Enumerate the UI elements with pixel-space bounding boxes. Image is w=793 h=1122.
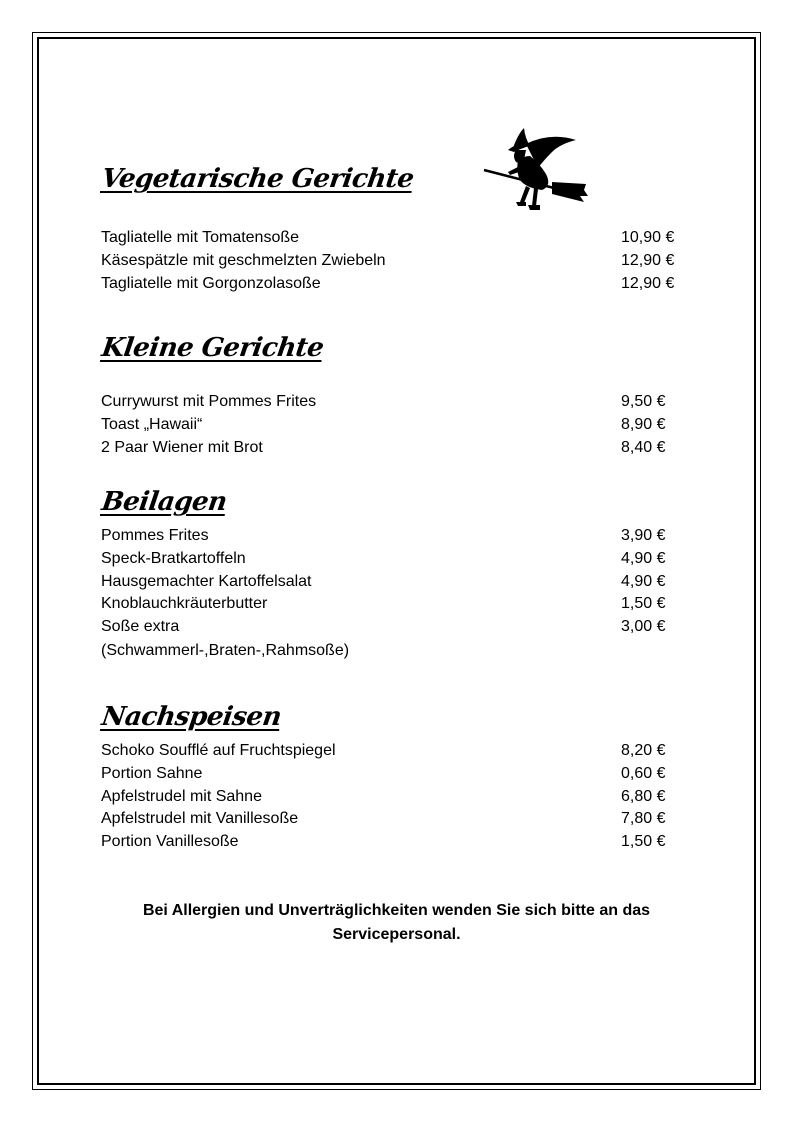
- menu-item-price: 7,80 €: [621, 810, 666, 828]
- menu-item-name: Speck-Bratkartoffeln: [101, 549, 246, 567]
- menu-item: [101, 786, 681, 809]
- menu-item: [101, 391, 681, 414]
- menu-list-kleine-gerichte: [101, 391, 681, 459]
- menu-item-price: 12,90 €: [621, 251, 675, 269]
- section-title-nachspeisen: Nachspeisen: [99, 702, 284, 732]
- menu-item-price: 3,90 €: [621, 527, 666, 544]
- menu-item-name: Soße extra: [101, 618, 180, 636]
- menu-item-name: Currywurst mit Pommes Frites: [101, 393, 317, 410]
- allergy-notice: [100, 899, 693, 947]
- menu-item-price: 8,90 €: [621, 415, 666, 433]
- menu-item-price: 8,40 €: [621, 438, 666, 456]
- menu-item: [101, 593, 681, 616]
- menu-item: [101, 763, 681, 786]
- menu-item-price: 4,90 €: [621, 549, 666, 567]
- witch-on-broom-icon: [480, 126, 590, 221]
- menu-item-price: 0,60 €: [621, 764, 666, 782]
- menu-item-name: Apfelstrudel mit Sahne: [101, 787, 262, 805]
- menu-item-name: Portion Sahne: [101, 764, 203, 782]
- section-title-beilagen: Beilagen: [99, 487, 229, 517]
- section-title-vegetarische-gerichte: Vegetarische Gerichte: [99, 164, 416, 194]
- menu-item: [101, 808, 681, 831]
- menu-item-name: Käsespätzle mit geschmelzten Zwiebeln: [101, 251, 386, 269]
- menu-item: [101, 414, 681, 437]
- allergy-notice-line-1: Bei Allergien und Unverträglichkeiten wenden Sie sich bitte an das: [142, 902, 651, 919]
- menu-item-name: Pommes Frites: [101, 527, 209, 544]
- menu-item-name: Tagliatelle mit Tomatensoße: [101, 229, 300, 246]
- menu-item-price: 3,00 €: [621, 618, 666, 636]
- menu-item: [101, 831, 681, 854]
- menu-item-name: Toast „Hawaii“: [101, 415, 203, 433]
- menu-item-price: 8,20 €: [621, 742, 666, 759]
- menu-item: [101, 227, 681, 250]
- allergy-notice-line-2: Servicepersonal.: [332, 926, 461, 943]
- menu-item-price: 12,90 €: [621, 274, 675, 292]
- menu-list-vegetarische-gerichte: [101, 227, 681, 295]
- menu-item: [101, 616, 681, 639]
- menu-item: [101, 548, 681, 571]
- menu-list-beilagen: [101, 525, 681, 639]
- menu-item-name: Knoblauchkräuterbutter: [101, 595, 268, 613]
- menu-item-price: 6,80 €: [621, 787, 666, 805]
- menu-item-name: Portion Vanillesoße: [101, 833, 239, 851]
- section-title-kleine-gerichte: Kleine Gerichte: [99, 333, 326, 363]
- menu-item: [101, 273, 681, 296]
- menu-item-name: Tagliatelle mit Gorgonzolasoße: [101, 274, 321, 292]
- menu-item-name: Schoko Soufflé auf Fruchtspiegel: [101, 742, 336, 759]
- menu-item: [101, 740, 681, 763]
- menu-item-price: 1,50 €: [621, 595, 666, 613]
- menu-item-price: 9,50 €: [621, 393, 666, 410]
- menu-item: [101, 437, 681, 460]
- menu-item-name: 2 Paar Wiener mit Brot: [101, 438, 263, 456]
- menu-item: [101, 571, 681, 594]
- menu-item-price: 1,50 €: [621, 833, 666, 851]
- menu-item-name: Apfelstrudel mit Vanillesoße: [101, 810, 299, 828]
- menu-item-name: Hausgemachter Kartoffelsalat: [101, 572, 312, 590]
- menu-item: [101, 525, 681, 548]
- menu-item-price: 4,90 €: [621, 572, 666, 590]
- menu-list-nachspeisen: [101, 740, 681, 854]
- menu-item: [101, 250, 681, 273]
- sauce-options-note: (Schwammerl-,Braten-,Rahmsoße): [101, 642, 350, 659]
- menu-item-price: 10,90 €: [621, 229, 675, 246]
